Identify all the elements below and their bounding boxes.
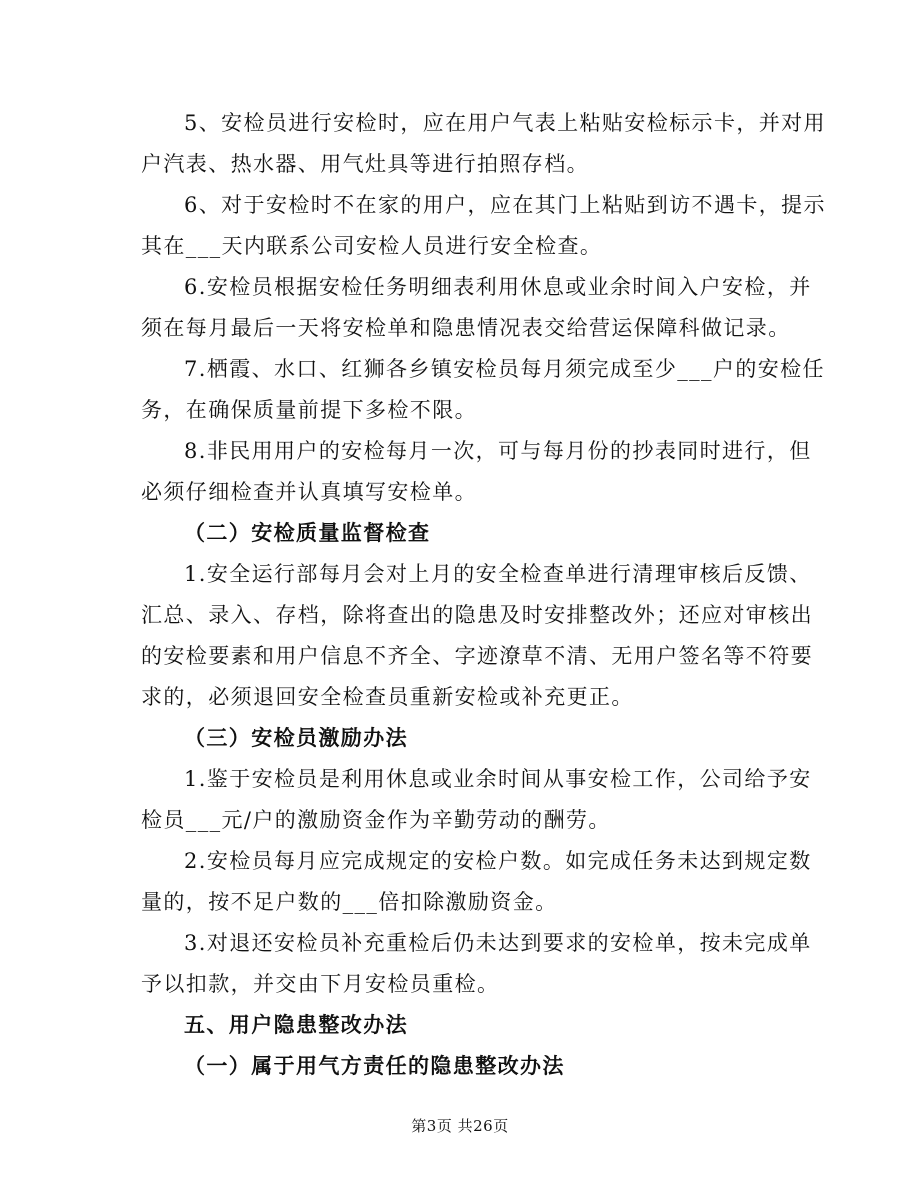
paragraph-8-line-2: 必须仔细检查并认真填写安检单。: [141, 480, 477, 504]
incentive-item-1-line-2: 检员___元/户的激励资金作为辛勤劳动的酬劳。: [141, 808, 611, 832]
heading-incentive: （三）安检员激励办法: [184, 725, 408, 750]
paragraph-5-line-2: 户汽表、热水器、用气灶具等进行拍照存档。: [141, 152, 589, 176]
paragraph-7-line-2: 务，在确保质量前提下多检不限。: [141, 398, 477, 422]
paragraph-6a-line-2: 其在___天内联系公司安检人员进行安全检查。: [141, 234, 603, 258]
paragraph-8-line-1: 8.非民用用户的安检每月一次，可与每月份的抄表同时进行，但: [184, 439, 812, 463]
heading-subsection-1: （一）属于用气方责任的隐患整改办法: [184, 1053, 565, 1078]
paragraph-6b-line-2: 须在每月最后一天将安检单和隐患情况表交给营运保障科做记录。: [141, 316, 791, 340]
quality-item-1-line-2: 汇总、录入、存档，除将查出的隐患及时安排整改外；还应对审核出: [141, 603, 813, 627]
incentive-item-2-line-1: 2.安检员每月应完成规定的安检户数。如完成任务未达到规定数: [184, 849, 812, 873]
paragraph-7-line-1: 7.栖霞、水口、红狮各乡镇安检员每月须完成至少___户的安检任: [184, 357, 825, 381]
paragraph-6b-line-1: 6.安检员根据安检任务明细表利用休息或业余时间入户安检，并: [184, 275, 812, 299]
incentive-item-1-line-1: 1.鉴于安检员是利用休息或业余时间从事安检工作，公司给予安: [184, 767, 812, 791]
paragraph-6a-line-1: 6、对于安检时不在家的用户，应在其门上粘贴到访不遇卡，提示: [184, 193, 826, 217]
incentive-item-2-line-2: 量的，按不足户数的___倍扣除激励资金。: [141, 890, 558, 914]
incentive-item-3-line-2: 予以扣款，并交由下月安检员重检。: [141, 972, 500, 996]
quality-item-1-line-3: 的安检要素和用户信息不齐全、字迹潦草不清、无用户签名等不符要: [141, 644, 813, 668]
paragraph-5-line-1: 5、安检员进行安检时，应在用户气表上粘贴安检标示卡，并对用: [184, 111, 826, 135]
page-number-footer: 第3页 共26页: [411, 1117, 509, 1135]
incentive-item-3-line-1: 3.对退还安检员补充重检后仍未达到要求的安检单，按未完成单: [184, 931, 812, 955]
heading-section-5: 五、用户隐患整改办法: [184, 1012, 408, 1037]
quality-item-1-line-1: 1.安全运行部每月会对上月的安全检查单进行清理审核后反馈、: [184, 562, 812, 586]
heading-quality-supervision: （二）安检质量监督检查: [184, 520, 431, 545]
quality-item-1-line-4: 求的，必须退回安全检查员重新安检或补充更正。: [141, 685, 634, 709]
